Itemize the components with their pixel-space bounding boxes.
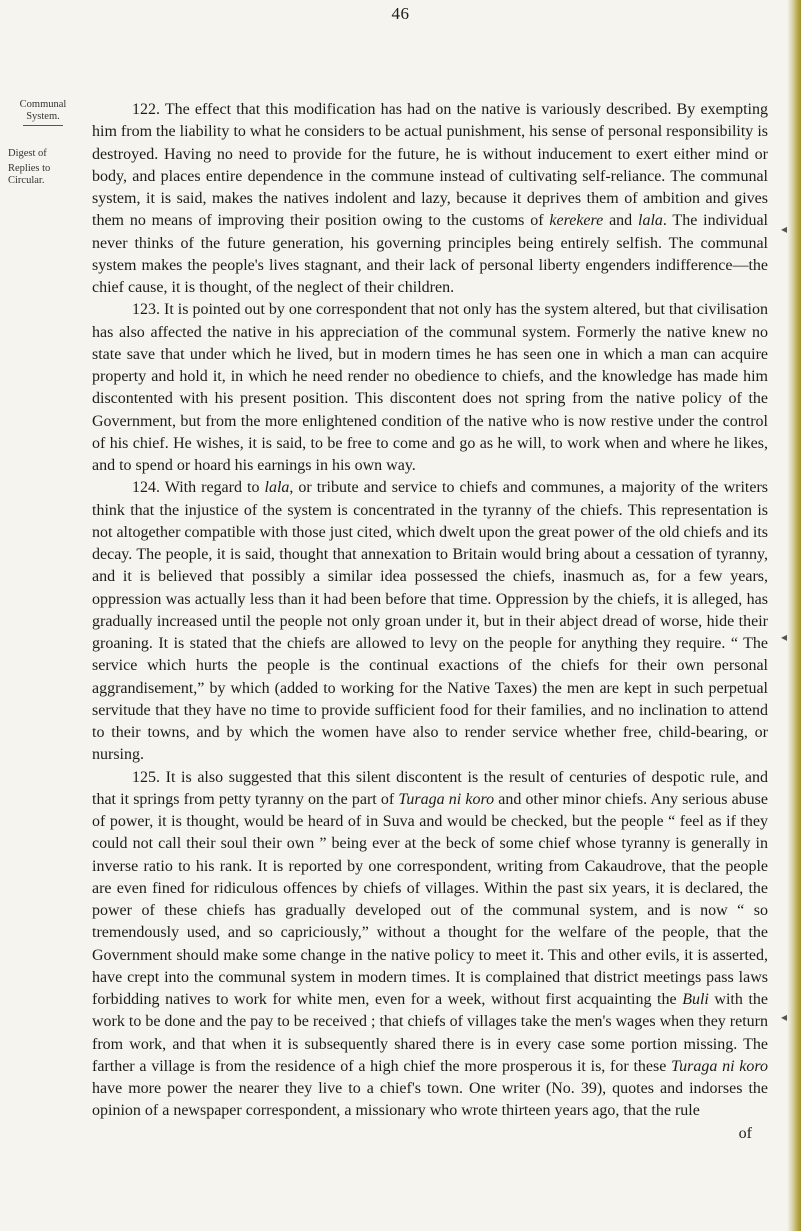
edge-mark-icon: ◂ xyxy=(780,222,787,236)
scan-edge xyxy=(787,0,801,1231)
paragraph-123: 123. It is pointed out by one correspondent that not only has the system altered, but that civilisation has also affected the native in his appreciation of the communal system. Formerly the native knew no state save that under which he lived, but in modern times he has seen one in which a man can acquire property and hold it, in which he need render no obedience to chiefs, and the knowledge has made him discontented with his present position. This discontent does not spring from the native policy of the Government, but from the more enlightened condition of the native who is now restive under the control of his chief. He wishes, it is said, to be free to come and go as he will, to work when and where he likes, and to spend or hoard his earnings in his own way. xyxy=(92,301,768,474)
continuation-word: of xyxy=(738,1124,752,1142)
margin-note-section xyxy=(8,99,78,126)
margin-note-section-label: Communal System. xyxy=(19,99,67,122)
body-text xyxy=(92,99,768,1145)
paragraph-122: 122. The effect that this modification has had on the native is variously described. By exempting him from the liability to what he considers to be actual punishment, his sense of personal responsibility is destroyed. Having no need to provide for the future, he is without inducement to exert either mind or body, and places entire dependence in the commune instead of cultivating self-reliance. The communal system, it is said, makes the natives indolent and lazy, because it deprives them of ambition and gives them no means of improving their position owing to the customs of kerekere and lala. The individual never thinks of the future generation, his governing principles being entirely selfish. The communal system makes the people's lives stagnant, and their lack of personal liberty engenders indifference—the chief cause, it is thought, of the neglect of their children. xyxy=(92,101,769,296)
margin-note-digest: Digest of xyxy=(8,148,47,159)
paragraph-124: 124. With regard to lala, or tribute and service to chiefs and communes, a majority of the writers think that the injustice of the system is concentrated in the tyranny of the chiefs. This representation is not altogether compatible with those just cited, which dwelt upon the great power of the old chiefs and its decay. The people, it is said, thought that annexation to Britain would bring about a cessation of tyranny, and it is believed that possibly a similar idea possessed the chiefs, inasmuch as, for a few years, oppression was actually less than it had been before that time. Oppression by the chiefs, it is alleged, has gradually increased until the people not only groan under it, but in their abject dread of worse, hide their groaning. It is stated that the chiefs are allowed to levy on the people for anything they require. “ The service which hurts the people is the continual exactions of the chiefs for their own personal aggrandisement,” by which (added to working for the Native Taxes) the men are kept in such perpetual servitude that they have no time to provide sufficient food for their families, and no inclination to attend to their towns, and by which the women have also to render service whether free, child-bearing, or nursing. xyxy=(92,479,768,764)
margin-note-replies: Replies to Circular. xyxy=(8,163,51,186)
margin-divider xyxy=(23,125,63,126)
edge-mark-icon: ◂ xyxy=(780,630,787,644)
page-number: 46 xyxy=(391,4,410,23)
edge-mark-icon: ◂ xyxy=(780,1010,787,1024)
paragraph-125: 125. It is also suggested that this silent discontent is the result of centuries of despotic rule, and that it springs from petty tyranny on the part of Turaga ni koro and other minor chiefs. Any serious abuse of power, it is thought, would be heard of in Suva and would be checked, but the people “ feel as if they could not call their soul their own ” being ever at the beck of some chief whose tyranny is generally in inverse ratio to his rank. It is reported by one correspondent, writing from Cakaudrove, that the people are even fined for ridiculous offences by chiefs of villages. Within the past six years, it is declared, the power of these chiefs has gradually developed out of the communal system, and is now “ so tremendously used, and so capriciously,” without a thought for the welfare of the people, that the Government should make some change in the native policy to meet it. This and other evils, it is asserted, have crept into the communal system in modern times. It is complained that district meetings pass laws forbidding natives to work for white men, even for a week, without first acquainting the Buli with the work to be done and the pay to be received ; that chiefs of villages take the men's wages when they return from work, and that when it is subsequently shared there is in every case some portion missing. The farther a village is from the residence of a high chief the more prosperous it is, for these Turaga ni koro have more power the nearer they live to a chief's town. One writer (No. 39), quotes and indorses the opinion of a newspaper correspondent, a missionary who wrote thirteen years ago, that the rule xyxy=(92,768,769,1120)
